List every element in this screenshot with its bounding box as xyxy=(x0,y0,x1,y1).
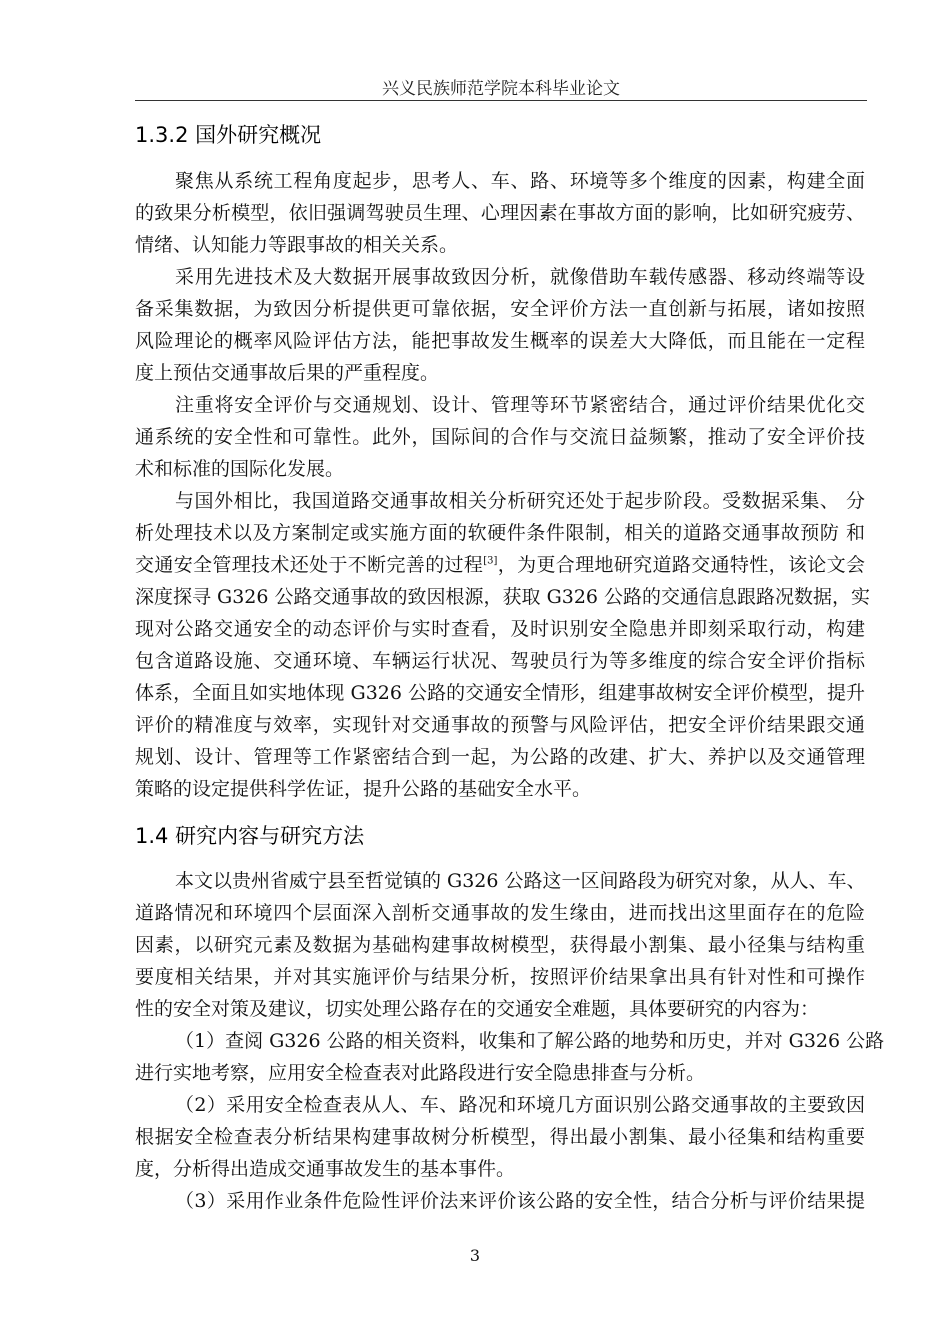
text-line: 进行实地考察，应用安全检查表对此路段进行安全隐患排查与分析。 xyxy=(135,1062,706,1084)
text-line: 要度相关结果，并对其实施评价与结果分析，按照评价结果拿出具有针对性和可操作 xyxy=(135,966,865,988)
section-1-3-2-body xyxy=(135,165,871,805)
text-line: 本文以贵州省威宁县至哲觉镇的 G326 公路这一区间路段为研究对象，从人、车、 xyxy=(175,870,866,892)
text-line: 情绪、认知能力等跟事故的相关关系。 xyxy=(135,234,459,256)
text-line: 度，分析得出造成交通事故发生的基本事件。 xyxy=(135,1158,516,1180)
text-line: 包含道路设施、交通环境、车辆运行状况、驾驶员行为等多维度的综合安全评价指标 xyxy=(135,650,865,672)
section-1-4-body xyxy=(135,865,885,1217)
paragraph xyxy=(135,389,865,485)
header-rule xyxy=(135,100,867,101)
text-line: 通系统的安全性和可靠性。此外，国际间的合作与交流日益频繁，推动了安全评价技 xyxy=(135,426,865,448)
text-line: （2）采用安全检查表从人、车、路况和环境几方面识别公路交通事故的主要致因 xyxy=(175,1094,865,1116)
text-line: 性的安全对策及建议，切实处理公路存在的交通安全难题，具体要研究的内容为： xyxy=(135,998,820,1020)
paragraph xyxy=(135,1089,865,1185)
text-line: 注重将安全评价与交通规划、设计、管理等环节紧密结合，通过评价结果优化交 xyxy=(175,394,865,416)
text-line: 根据安全检查表分析结果构建事故树分析模型，得出最小割集、最小径集和结构重要 xyxy=(135,1126,865,1148)
text-line: 策略的设定提供科学佐证，提升公路的基础安全水平。 xyxy=(135,778,592,800)
text-line: （1）查阅 G326 公路的相关资料，收集和了解公路的地势和历史，并对 G326 公路 xyxy=(175,1030,885,1052)
section-heading-1-4: 1.4 研究内容与研究方法 xyxy=(135,824,365,848)
paragraph xyxy=(135,165,865,261)
paragraph xyxy=(135,261,865,389)
text-line: 聚焦从系统工程角度起步，思考人、车、路、环境等多个维度的因素，构建全面 xyxy=(175,170,865,192)
paragraph xyxy=(135,485,871,805)
paragraph xyxy=(135,1025,885,1089)
text-line: 的致果分析模型，依旧强调驾驶员生理、心理因素在事故方面的影响，比如研究疲劳、 xyxy=(135,202,865,224)
text-line: 因素，以研究元素及数据为基础构建事故树模型，获得最小割集、最小径集与结构重 xyxy=(135,934,865,956)
text-line: 评价的精准度与效率，实现针对交通事故的预警与风险评估，把安全评价结果跟交通 xyxy=(135,714,865,736)
page-number: 3 xyxy=(469,1246,481,1265)
text-line: 析处理技术以及方案制定或实施方面的软硬件条件限制，相关的道路交通事故预防 和 xyxy=(135,522,865,544)
text-line: 规划、设计、管理等工作紧密结合到一起，为公路的改建、扩大、养护以及交通管理 xyxy=(135,746,865,768)
text-line: 与国外相比，我国道路交通事故相关分析研究还处于起步阶段。受数据采集、 分 xyxy=(175,490,865,512)
text-line: 深度探寻 G326 公路交通事故的致因根源，获取 G326 公路的交通信息跟路况数据，实 xyxy=(135,586,871,608)
running-header: 兴义民族师范学院本科毕业论文 xyxy=(382,79,620,99)
section-heading-1-3-2: 1.3.2 国外研究概况 xyxy=(135,123,322,147)
text-line: 术和标准的国际化发展。 xyxy=(135,458,345,480)
text-line: 道路情况和环境四个层面深入剖析交通事故的发生缘由，进而找出这里面存在的危险 xyxy=(135,902,865,924)
text-line: 风险理论的概率风险评估方法，能把事故发生概率的误差大大降低，而且能在一定程 xyxy=(135,330,865,352)
text-line: 度上预估交通事故后果的严重程度。 xyxy=(135,362,440,384)
text-line: 备采集数据，为致因分析提供更可靠依据，安全评价方法一直创新与拓展，诸如按照 xyxy=(135,298,865,320)
paragraph xyxy=(135,1185,865,1217)
paragraph xyxy=(135,865,865,1025)
text-line: 体系，全面且如实地体现 G326 公路的交通安全情形，组建事故树安全评价模型，提升 xyxy=(135,682,865,704)
text-line: 采用先进技术及大数据开展事故致因分析，就像借助车载传感器、移动终端等设 xyxy=(175,266,865,288)
text-line: （3）采用作业条件危险性评价法来评价该公路的安全性，结合分析与评价结果提 xyxy=(175,1190,865,1212)
text-line: 现对公路交通安全的动态评价与实时查看，及时识别安全隐患并即刻采取行动，构建 xyxy=(135,618,865,640)
text-line: 交通安全管理技术还处于不断完善的过程[3]，为更合理地研究道路交通特性，该论文会 xyxy=(135,554,865,576)
